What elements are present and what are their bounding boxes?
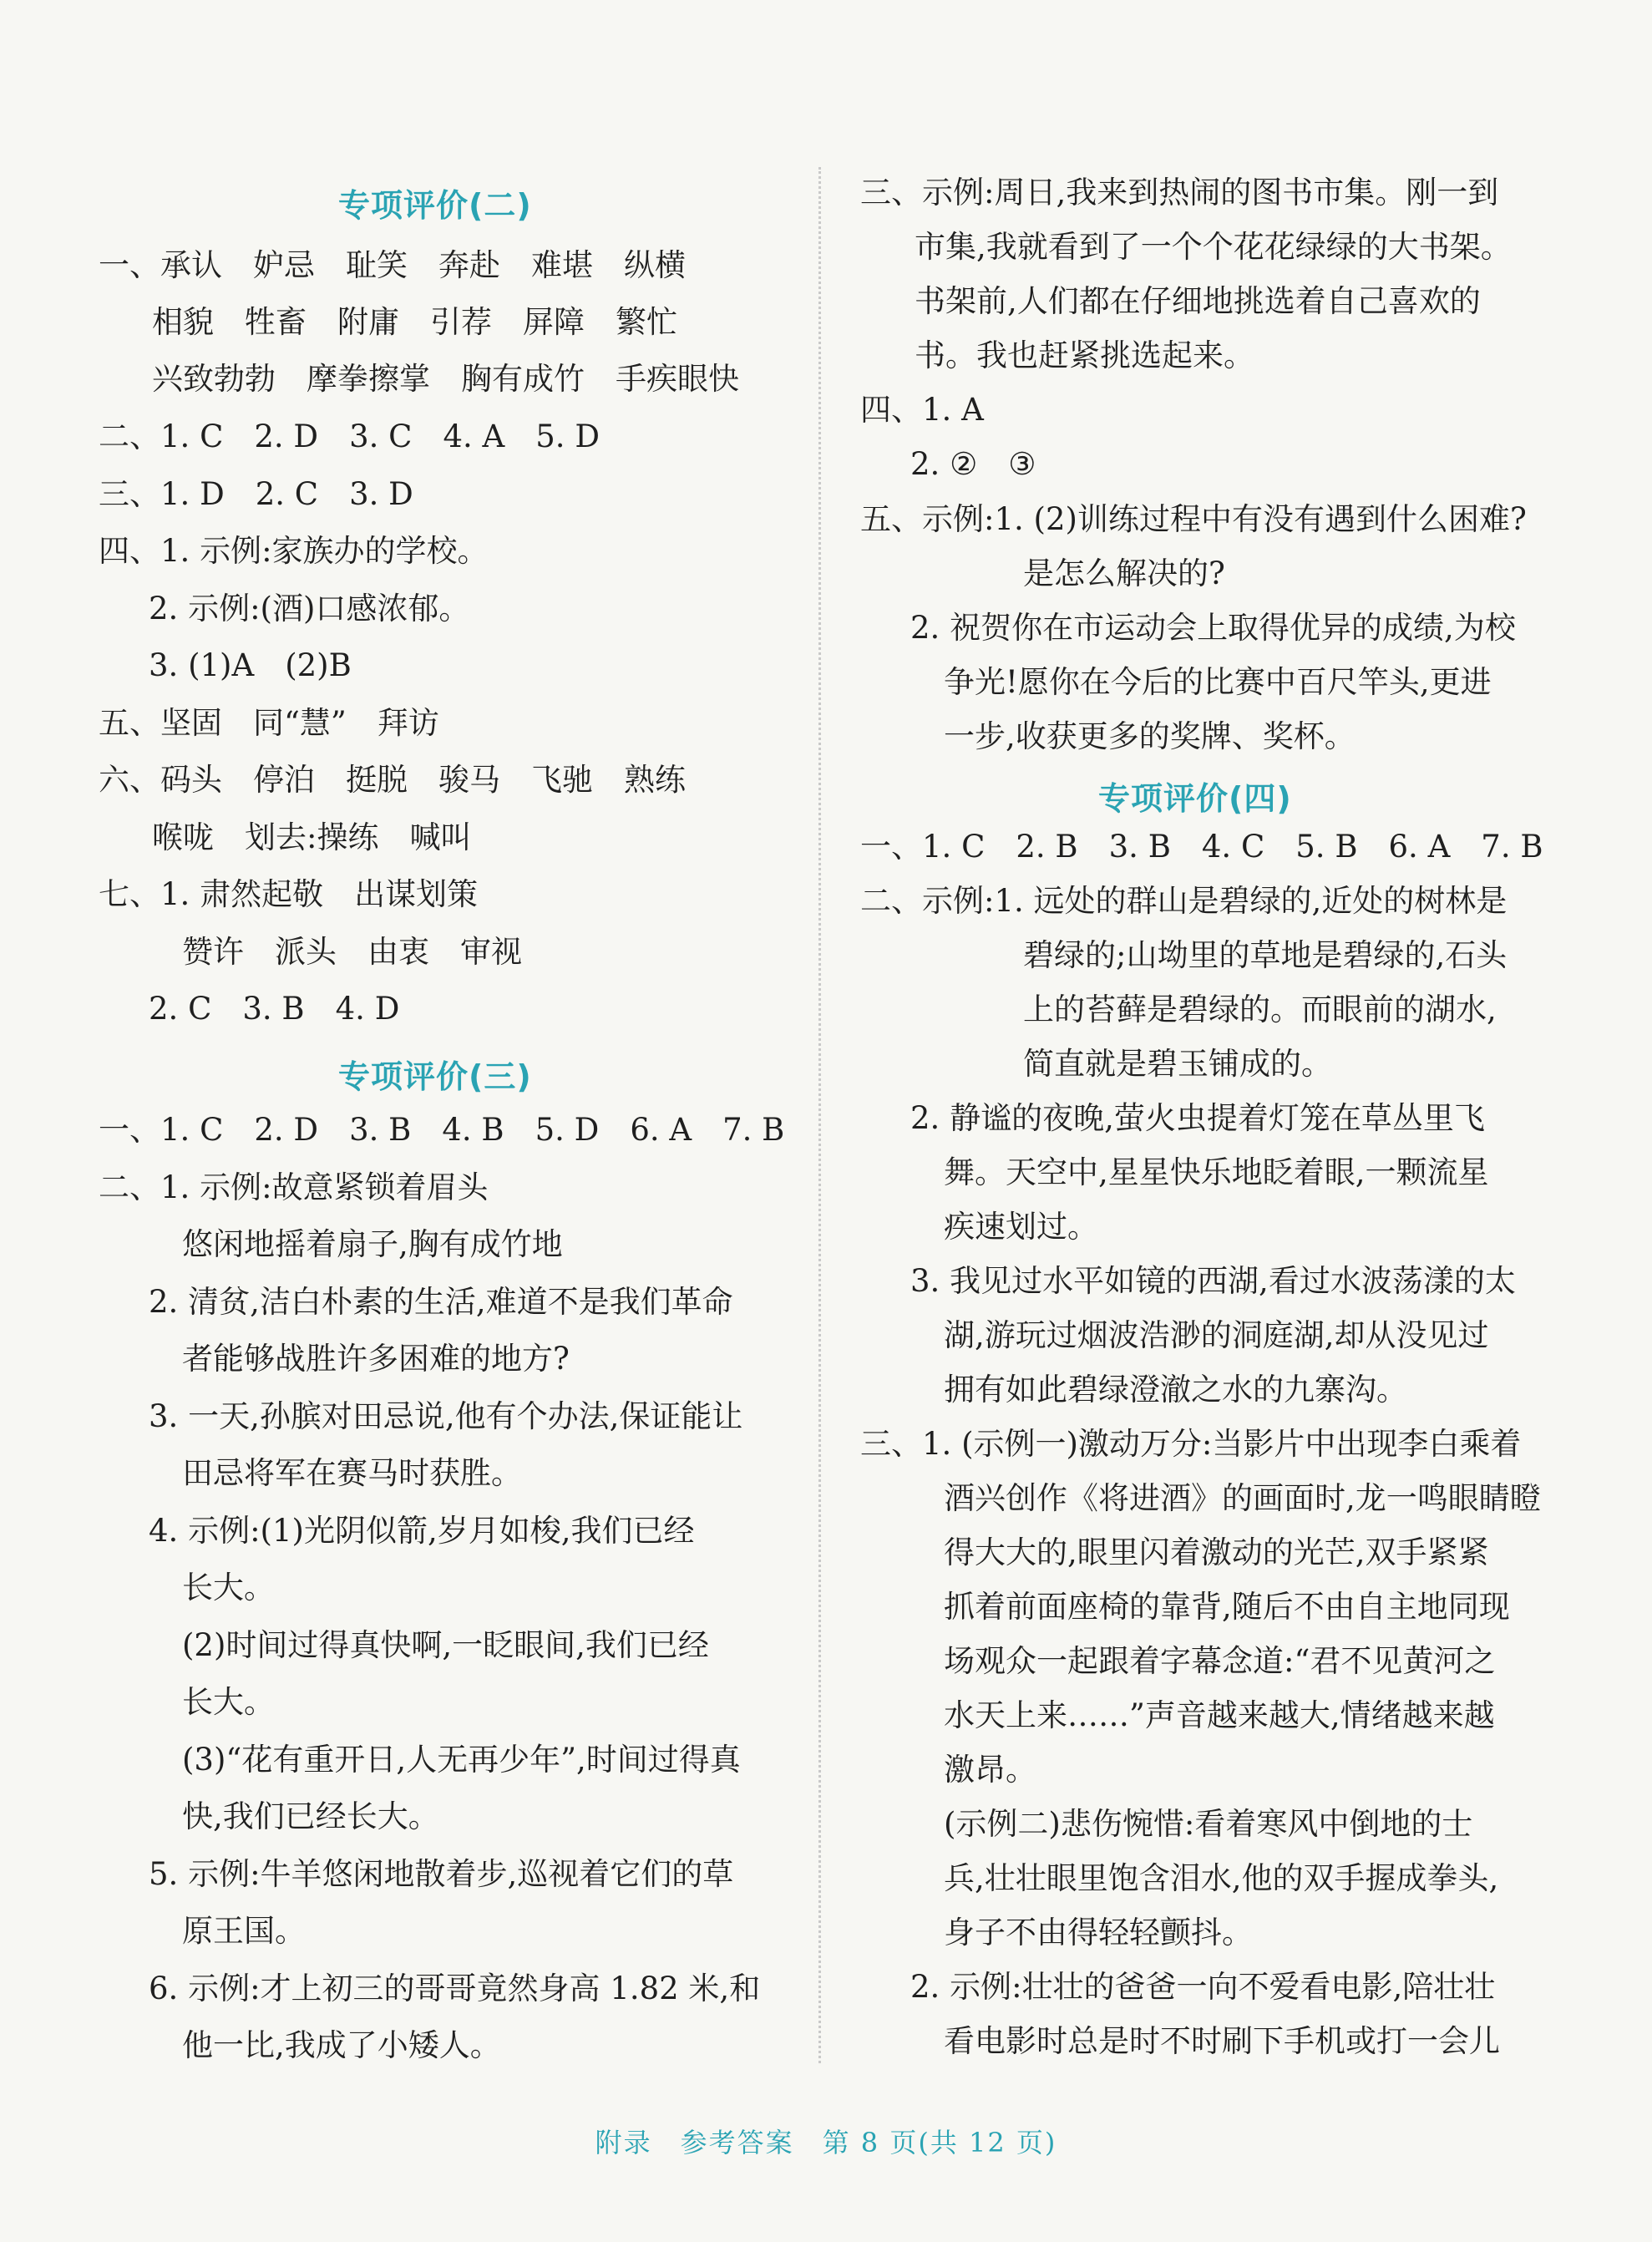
- section-title-2: 专项评价(二): [338, 187, 532, 224]
- answer-line: 2. 示例:壮壮的爸爸一向不爱看电影,陪壮壮: [910, 1969, 1496, 2005]
- answer-line: 田忌将军在赛马时获胜。: [182, 1455, 522, 1491]
- answer-line: 碧绿的;山坳里的草地是碧绿的,石头: [1023, 937, 1508, 973]
- answer-line: 简直就是碧玉铺成的。: [1023, 1046, 1332, 1082]
- answer-line: 身子不由得轻轻颤抖。: [944, 1915, 1253, 1950]
- answer-line: 一步,收获更多的奖牌、奖杯。: [944, 718, 1356, 754]
- answer-line: 一、1. C 2. B 3. B 4. C 5. B 6. A 7. B: [860, 829, 1543, 865]
- answer-line: 湖,游玩过烟波浩渺的洞庭湖,却从没见过: [944, 1317, 1489, 1353]
- answer-line: 得大大的,眼里闪着激动的光芒,双手紧紧: [944, 1534, 1489, 1570]
- answer-line: 五、坚固 同“慧” 拜访: [99, 705, 439, 741]
- answer-line: 市集,我就看到了一个个花花绿绿的大书架。: [915, 229, 1512, 265]
- answer-line: 拥有如此碧绿澄澈之水的九寨沟。: [944, 1372, 1407, 1408]
- answer-line: 兵,壮壮眼里饱含泪水,他的双手握成拳头,: [944, 1860, 1499, 1896]
- answer-line: 2. 示例:(酒)口感浓郁。: [149, 591, 470, 626]
- answer-line: 6. 示例:才上初三的哥哥竟然身高 1.82 米,和: [149, 1971, 761, 2006]
- answer-line: 兴致勃勃 摩拳擦掌 胸有成竹 手疾眼快: [152, 361, 739, 397]
- answer-line: 相貌 牲畜 附庸 引荐 屏障 繁忙: [152, 304, 677, 340]
- answer-line: 水天上来……”声音越来越大,情绪越来越: [944, 1697, 1495, 1733]
- answer-line: 二、1. 示例:故意紧锁着眉头: [99, 1169, 489, 1205]
- answer-line: 2. ② ③: [910, 446, 1036, 482]
- answer-line: 书。我也赶紧挑选起来。: [915, 337, 1254, 373]
- answer-line: 长大。: [182, 1570, 275, 1605]
- answer-line: 三、1. D 2. C 3. D: [99, 476, 413, 512]
- answer-line: 上的苔藓是碧绿的。而眼前的湖水,: [1023, 992, 1497, 1027]
- answer-line: 场观众一起跟着字幕念道:“君不见黄河之: [944, 1643, 1496, 1679]
- answer-line: 2. 静谧的夜晚,萤火虫提着灯笼在草丛里飞: [910, 1100, 1485, 1136]
- answer-line: 抓着前面座椅的靠背,随后不由自主地同现: [944, 1589, 1510, 1625]
- answer-line: 是怎么解决的?: [1023, 555, 1225, 591]
- answer-line: 4. 示例:(1)光阴似箭,岁月如梭,我们已经: [149, 1513, 695, 1549]
- answer-line: 他一比,我成了小矮人。: [182, 2027, 501, 2063]
- answer-line: 一、1. C 2. D 3. B 4. B 5. D 6. A 7. B: [99, 1112, 785, 1148]
- answer-line: 酒兴创作《将进酒》的画面时,龙一鸣眼睛瞪: [944, 1480, 1541, 1516]
- answer-line: 3. (1)A (2)B: [149, 647, 352, 683]
- answer-line: 一、承认 妒忌 耻笑 奔赴 难堪 纵横: [99, 247, 686, 283]
- answer-line: 二、示例:1. 远处的群山是碧绿的,近处的树林是: [860, 883, 1508, 919]
- answer-line: 2. 祝贺你在市运动会上取得优异的成绩,为校: [910, 610, 1516, 646]
- column-divider: [818, 167, 821, 2063]
- answer-line: 3. 我见过水平如镜的西湖,看过水波荡漾的太: [910, 1263, 1516, 1299]
- answer-line: 四、1. A: [860, 392, 984, 428]
- answer-line: 六、码头 停泊 挺脱 骏马 飞驰 熟练: [99, 762, 686, 798]
- answer-line: 三、1. (示例一)激动万分:当影片中出现李白乘着: [860, 1426, 1522, 1462]
- answer-line: 四、1. 示例:家族办的学校。: [99, 533, 489, 569]
- answer-line: (示例二)悲伤惋惜:看着寒风中倒地的士: [944, 1806, 1473, 1842]
- answer-line: 喉咙 划去:操练 喊叫: [152, 819, 472, 855]
- answer-line: 悠闲地摇着扇子,胸有成竹地: [182, 1226, 563, 1262]
- section-title-4: 专项评价(四): [1098, 780, 1292, 817]
- answer-line: 看电影时总是时不时刷下手机或打一会儿: [944, 2023, 1500, 2059]
- answer-line: 舞。天空中,星星快乐地眨着眼,一颗流星: [944, 1154, 1489, 1190]
- answer-line: 原王国。: [182, 1913, 306, 1949]
- answer-line: 2. C 3. B 4. D: [149, 991, 400, 1027]
- answer-line: 激昂。: [944, 1752, 1036, 1788]
- answer-line: 书架前,人们都在仔细地挑选着自己喜欢的: [915, 283, 1481, 319]
- answer-line: 3. 一天,孙膑对田忌说,他有个办法,保证能让: [149, 1398, 743, 1434]
- answer-line: 赞许 派头 由衷 审视: [182, 934, 522, 970]
- answer-line: 长大。: [182, 1684, 275, 1720]
- answer-line: 2. 清贫,洁白朴素的生活,难道不是我们革命: [149, 1284, 733, 1320]
- answer-line: 5. 示例:牛羊悠闲地散着步,巡视着它们的草: [149, 1856, 734, 1892]
- answer-line: 二、1. C 2. D 3. C 4. A 5. D: [99, 418, 600, 454]
- section-title-3: 专项评价(三): [338, 1058, 532, 1095]
- answer-line: 争光!愿你在今后的比赛中百尺竿头,更进: [944, 664, 1492, 700]
- answer-line: 者能够战胜许多困难的地方?: [182, 1341, 570, 1377]
- answer-line: 五、示例:1. (2)训练过程中有没有遇到什么困难?: [860, 501, 1527, 537]
- answer-line: 三、示例:周日,我来到热闹的图书市集。刚一到: [860, 175, 1499, 211]
- answer-line: 快,我们已经长大。: [182, 1798, 439, 1834]
- page-footer: 附录 参考答案 第 8 页(共 12 页): [595, 2127, 1057, 2158]
- answer-line: 七、1. 肃然起敬 出谋划策: [99, 876, 479, 912]
- answer-line: (2)时间过得真快啊,一眨眼间,我们已经: [182, 1627, 709, 1663]
- answer-line: (3)“花有重开日,人无再少年”,时间过得真: [182, 1742, 741, 1778]
- answer-line: 疾速划过。: [944, 1209, 1098, 1245]
